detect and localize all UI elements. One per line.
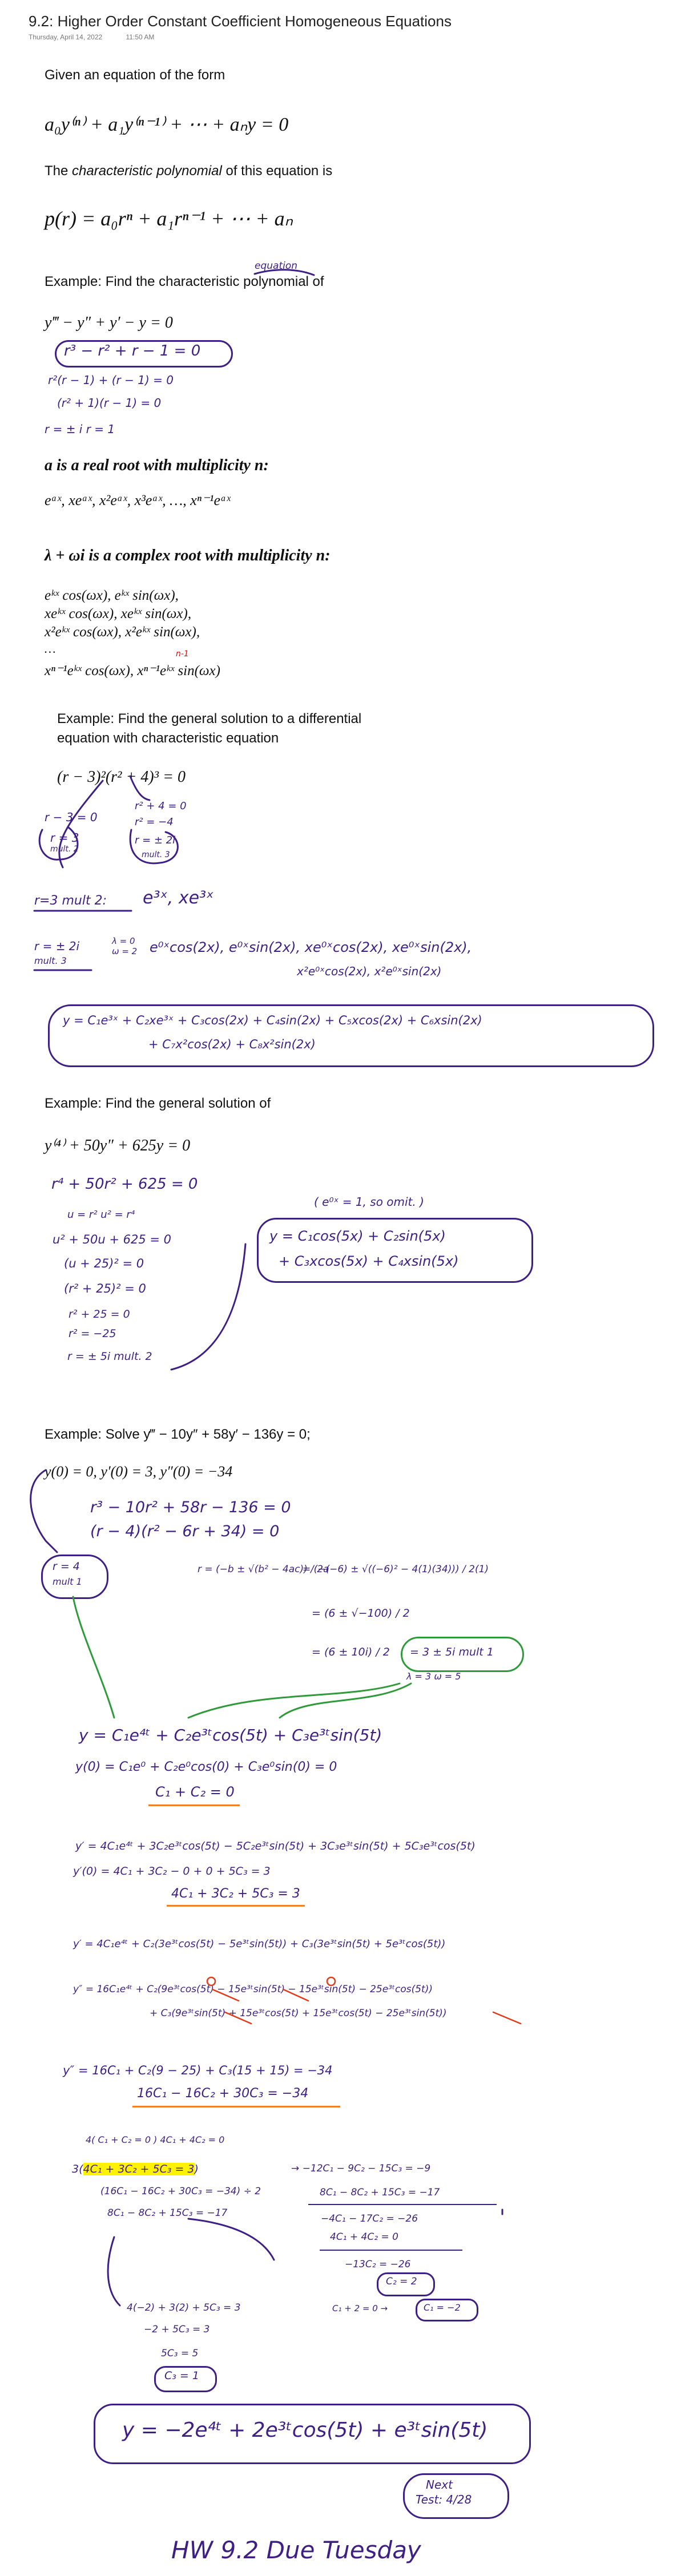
example2-prompt-1: Example: Find the general solution to a differential [57,711,362,726]
example1-hand-1: r³ − r² + r − 1 = 0 [64,342,201,360]
correction-strikeout [255,270,314,275]
example4-initial-conditions: y(0) = 0, y′(0) = 3, y″(0) = −34 [45,1463,233,1480]
example4-prompt: Example: Solve y‴ − 10y″ + 58y′ − 136y = 0; [45,1427,311,1442]
example4-bracket [31,1470,57,1552]
example4-elim-1: → −12C₁ − 9C₂ − 15C₃ = −9 [291,2163,431,2174]
example2-row2-lambda-omega: λ = 0 ω = 2 [112,936,138,956]
example2-arrow-right [130,776,150,800]
example4-y-prime-expanded: y′ = 4C₁e⁴ᵗ + C₂(3e³ᵗcos(5t) − 5e³ᵗsin(5t)) + C₃(3e³ᵗsin(5t) + 5e³ᵗcos(5t)) [73,1938,446,1950]
example4-arrow-mid [188,2219,274,2260]
example2-circle-right [130,830,178,863]
example4-b3: 5C₃ = 5 [161,2348,199,2359]
example4-system-3: (16C₁ − 16C₂ + 30C₃ = −34) ÷ 2 [100,2186,261,2197]
example4-eq-c: 16C₁ − 16C₂ + 30C₃ = −34 [137,2086,309,2101]
example4-c2: C₂ = 2 [386,2276,417,2287]
complex-line-1: eᵏˣ cos(ωx), eᵏˣ sin(ωx), [45,588,179,603]
example4-r4: r = 4 [53,1560,80,1573]
example4-y-double-prime-1: y″ = 16C₁e⁴ᵗ + C₂(9e³ᵗcos(5t) − 15e³ᵗsin(5t) − 15e³ᵗsin(5t) − 25e³ᵗcos(5t)) [73,1984,433,1995]
example4-c1: C₁ = −2 [424,2302,461,2313]
example4-quadratic-simplified: = (6 ± √−100) / 2 [312,1607,410,1620]
example2-row1-terms: e³ˣ, xe³ˣ [143,888,214,908]
example4-y-double-prime-0: y″ = 16C₁ + C₂(9 − 25) + C₃(15 + 15) = −34 [63,2064,333,2077]
complex-correction: n-1 [176,649,189,659]
example4-b1: 4(−2) + 3(2) + 5C₃ = 3 [127,2302,241,2313]
example3-equation: y⁽⁴⁾ + 50y″ + 625y = 0 [45,1137,191,1154]
example4-y-double-prime-2: + C₃(9e³ᵗsin(5t) + 15e³ᵗcos(5t) + 15e³ᵗcos(5t) − 25e³ᵗsin(5t)) [150,2008,447,2019]
example2-hand-left-1: r − 3 = 0 [45,810,98,824]
example1-prompt: Example: Find the characteristic polynomial of [45,274,324,289]
page-time: 11:50 AM [126,33,155,41]
green-arrow-1 [73,1597,114,1718]
example4-char-eq: r³ − 10r² + 58r − 136 = 0 [90,1499,291,1516]
example4-eq-a: C₁ + C₂ = 0 [155,1784,235,1800]
complex-line-4: … [45,641,56,656]
complex-line-3: x²eᵏˣ cos(ωx), x²eᵏˣ sin(ωx), [45,624,200,640]
example3-hand-3: u² + 50u + 625 = 0 [53,1233,172,1246]
example4-elim-3: −4C₁ − 17C₂ = −26 [321,2213,418,2224]
complex-root-heading: λ + ωi is a complex root with multiplicity n: [45,547,331,564]
example2-row2-label: r = ± 2i [34,939,80,953]
complex-line-5: xⁿ⁻¹eᵏˣ cos(ωx), xⁿ⁻¹eᵏˣ sin(ωx) [45,663,220,679]
crossout-1 [212,1989,239,2001]
example4-y0: y(0) = C₁e⁰ + C₂e⁰cos(0) + C₃e⁰sin(0) = 0 [75,1760,337,1774]
example3-arrow [171,1244,245,1370]
example2-row2-terms-1: e⁰ˣcos(2x), e⁰ˣsin(2x), xe⁰ˣcos(2x), xe⁰ˣsin(2x), [150,939,472,955]
example2-equation: (r − 3)²(r² + 4)³ = 0 [57,768,186,786]
example1-hand-3: (r² + 1)(r − 1) = 0 [57,396,162,410]
example2-hand-left-3: mult. 2 [50,845,79,854]
example4-general-solution: y = C₁e⁴ᵗ + C₂e³ᵗcos(5t) + C₃e³ᵗsin(5t) [79,1726,382,1745]
example3-note: ( e⁰ˣ = 1, so omit. ) [314,1195,424,1209]
example4-elim-5: −13C₂ = −26 [345,2259,411,2270]
example1-equation: y‴ − y″ + y′ − y = 0 [45,314,173,332]
real-root-heading: a is a real root with multiplicity n: [45,457,269,474]
intro-given: Given an equation of the form [45,67,225,83]
next-test-label: Next [426,2478,453,2492]
example4-c3: C₃ = 1 [164,2369,199,2382]
final-answer: y = −2e⁴ᵗ + 2e³ᵗcos(5t) + e³ᵗsin(5t) [122,2418,488,2442]
example4-lambda-omega: λ = 3 ω = 5 [406,1671,461,1682]
example2-row2-terms-2: x²e⁰ˣcos(2x), x²e⁰ˣsin(2x) [297,964,442,978]
page-title: 9.2: Higher Order Constant Coefficient Homogeneous Equations [29,13,452,30]
example4-system-4: 8C₁ − 8C₂ + 15C₃ = −17 [107,2207,228,2219]
example2-row2-label2: mult. 3 [34,955,67,966]
example4-y-prime-0: y′(0) = 4C₁ + 3C₂ − 0 + 0 + 5C₃ = 3 [73,1865,271,1878]
example2-hand-left-2: r = 3 [50,831,79,845]
real-root-list: eᵃˣ, xeᵃˣ, x²eᵃˣ, x³eᵃˣ, …, xⁿ⁻¹eᵃˣ [45,492,231,508]
example4-back-sub: C₁ + 2 = 0 → [332,2303,388,2313]
example4-arrow-left [108,2237,120,2306]
example3-hand-4: (u + 25)² = 0 [64,1257,144,1270]
example2-solution-2: + C₇x²cos(2x) + C₈x²sin(2x) [148,1037,316,1051]
example4-system-2: 3(4C₁ + 3C₂ + 5C₃ = 3) [72,2163,199,2175]
example3-hand-2: u = r² u² = r⁴ [67,1209,135,1221]
example3-solution-2: + C₃xcos(5x) + C₄xsin(5x) [279,1253,459,1269]
green-arrow-2 [188,1683,400,1718]
green-arrow-3 [280,1683,411,1718]
example3-solution-1: y = C₁cos(5x) + C₂sin(5x) [269,1228,446,1244]
example4-elim-4: 4C₁ + 4C₂ = 0 [330,2231,398,2243]
example3-prompt: Example: Find the general solution of [45,1096,271,1111]
example4-quadratic-sub: = (−(−6) ± √((−6)² − 4(1)(34))) / 2(1) [303,1564,489,1575]
example4-factored: (r − 4)(r² − 6r + 34) = 0 [90,1523,280,1540]
example4-quadratic-formula: r = (−b ± √(b² − 4ac)) / 2a [198,1564,329,1575]
example3-hand-5: (r² + 25)² = 0 [64,1282,146,1295]
example4-system-2-highlight: 4C₁ + 3C₂ + 5C₃ = 3 [83,2163,195,2175]
example4-elim-2: 8C₁ − 8C₂ + 15C₃ = −17 [320,2187,440,2198]
example3-hand-1: r⁴ + 50r² + 625 = 0 [51,1176,198,1193]
next-test-date: Test: 4/28 [416,2493,472,2506]
example2-row1-label: r=3 mult 2: [34,894,107,908]
example3-hand-7: r² = −25 [68,1327,116,1340]
complex-line-2: xeᵏˣ cos(ωx), xeᵏˣ sin(ωx), [45,606,192,621]
homework-note: HW 9.2 Due Tuesday [171,2536,421,2564]
example4-roots: = 3 ± 5i mult 1 [410,1646,494,1658]
example1-hand-4: r = ± i r = 1 [45,422,115,436]
example2-hand-right-4: mult. 3 [142,850,170,859]
example2-hand-right-3: r = ± 2i [135,834,176,846]
example4-r4-mult: mult 1 [53,1576,82,1587]
char-poly-equation: p(r) = a₀rⁿ + a₁rⁿ⁻¹ + ⋯ + aₙ [45,207,293,230]
example2-hand-right-2: r² = −4 [135,816,174,828]
example2-prompt-2: equation with characteristic equation [57,730,279,746]
example1-hand-2: r²(r − 1) + (r − 1) = 0 [48,373,174,387]
example2-hand-right-1: r² + 4 = 0 [135,800,187,812]
example4-y-prime: y′ = 4C₁e⁴ᵗ + 3C₂e³ᵗcos(5t) − 5C₂e³ᵗsin(5t) + 3C₃e³ᵗsin(5t) + 5C₃e³ᵗcos(5t) [75,1840,476,1852]
example2-arrow-left [59,781,103,867]
example4-b2: −2 + 5C₃ = 3 [144,2324,210,2335]
example3-hand-6: r² + 25 = 0 [68,1308,130,1321]
example4-eq-b: 4C₁ + 3C₂ + 5C₃ = 3 [171,1887,300,1901]
page-date: Thursday, April 14, 2022 [29,33,103,41]
example3-hand-8: r = ± 5i mult. 2 [67,1350,152,1363]
example4-quadratic-i: = (6 ± 10i) / 2 [312,1646,390,1658]
general-equation: a₀y⁽ⁿ⁾ + a₁y⁽ⁿ⁻¹⁾ + ⋯ + aₙy = 0 [45,114,289,135]
example1-correction: equation [255,260,298,272]
example4-system-1: 4( C₁ + C₂ = 0 ) 4C₁ + 4C₂ = 0 [86,2134,225,2145]
example2-solution-1: y = C₁e³ˣ + C₂xe³ˣ + C₃cos(2x) + C₄sin(2x) + C₅xcos(2x) + C₆xsin(2x) [63,1014,482,1027]
char-poly-sentence: The characteristic polynomial of this equation is [45,163,333,179]
